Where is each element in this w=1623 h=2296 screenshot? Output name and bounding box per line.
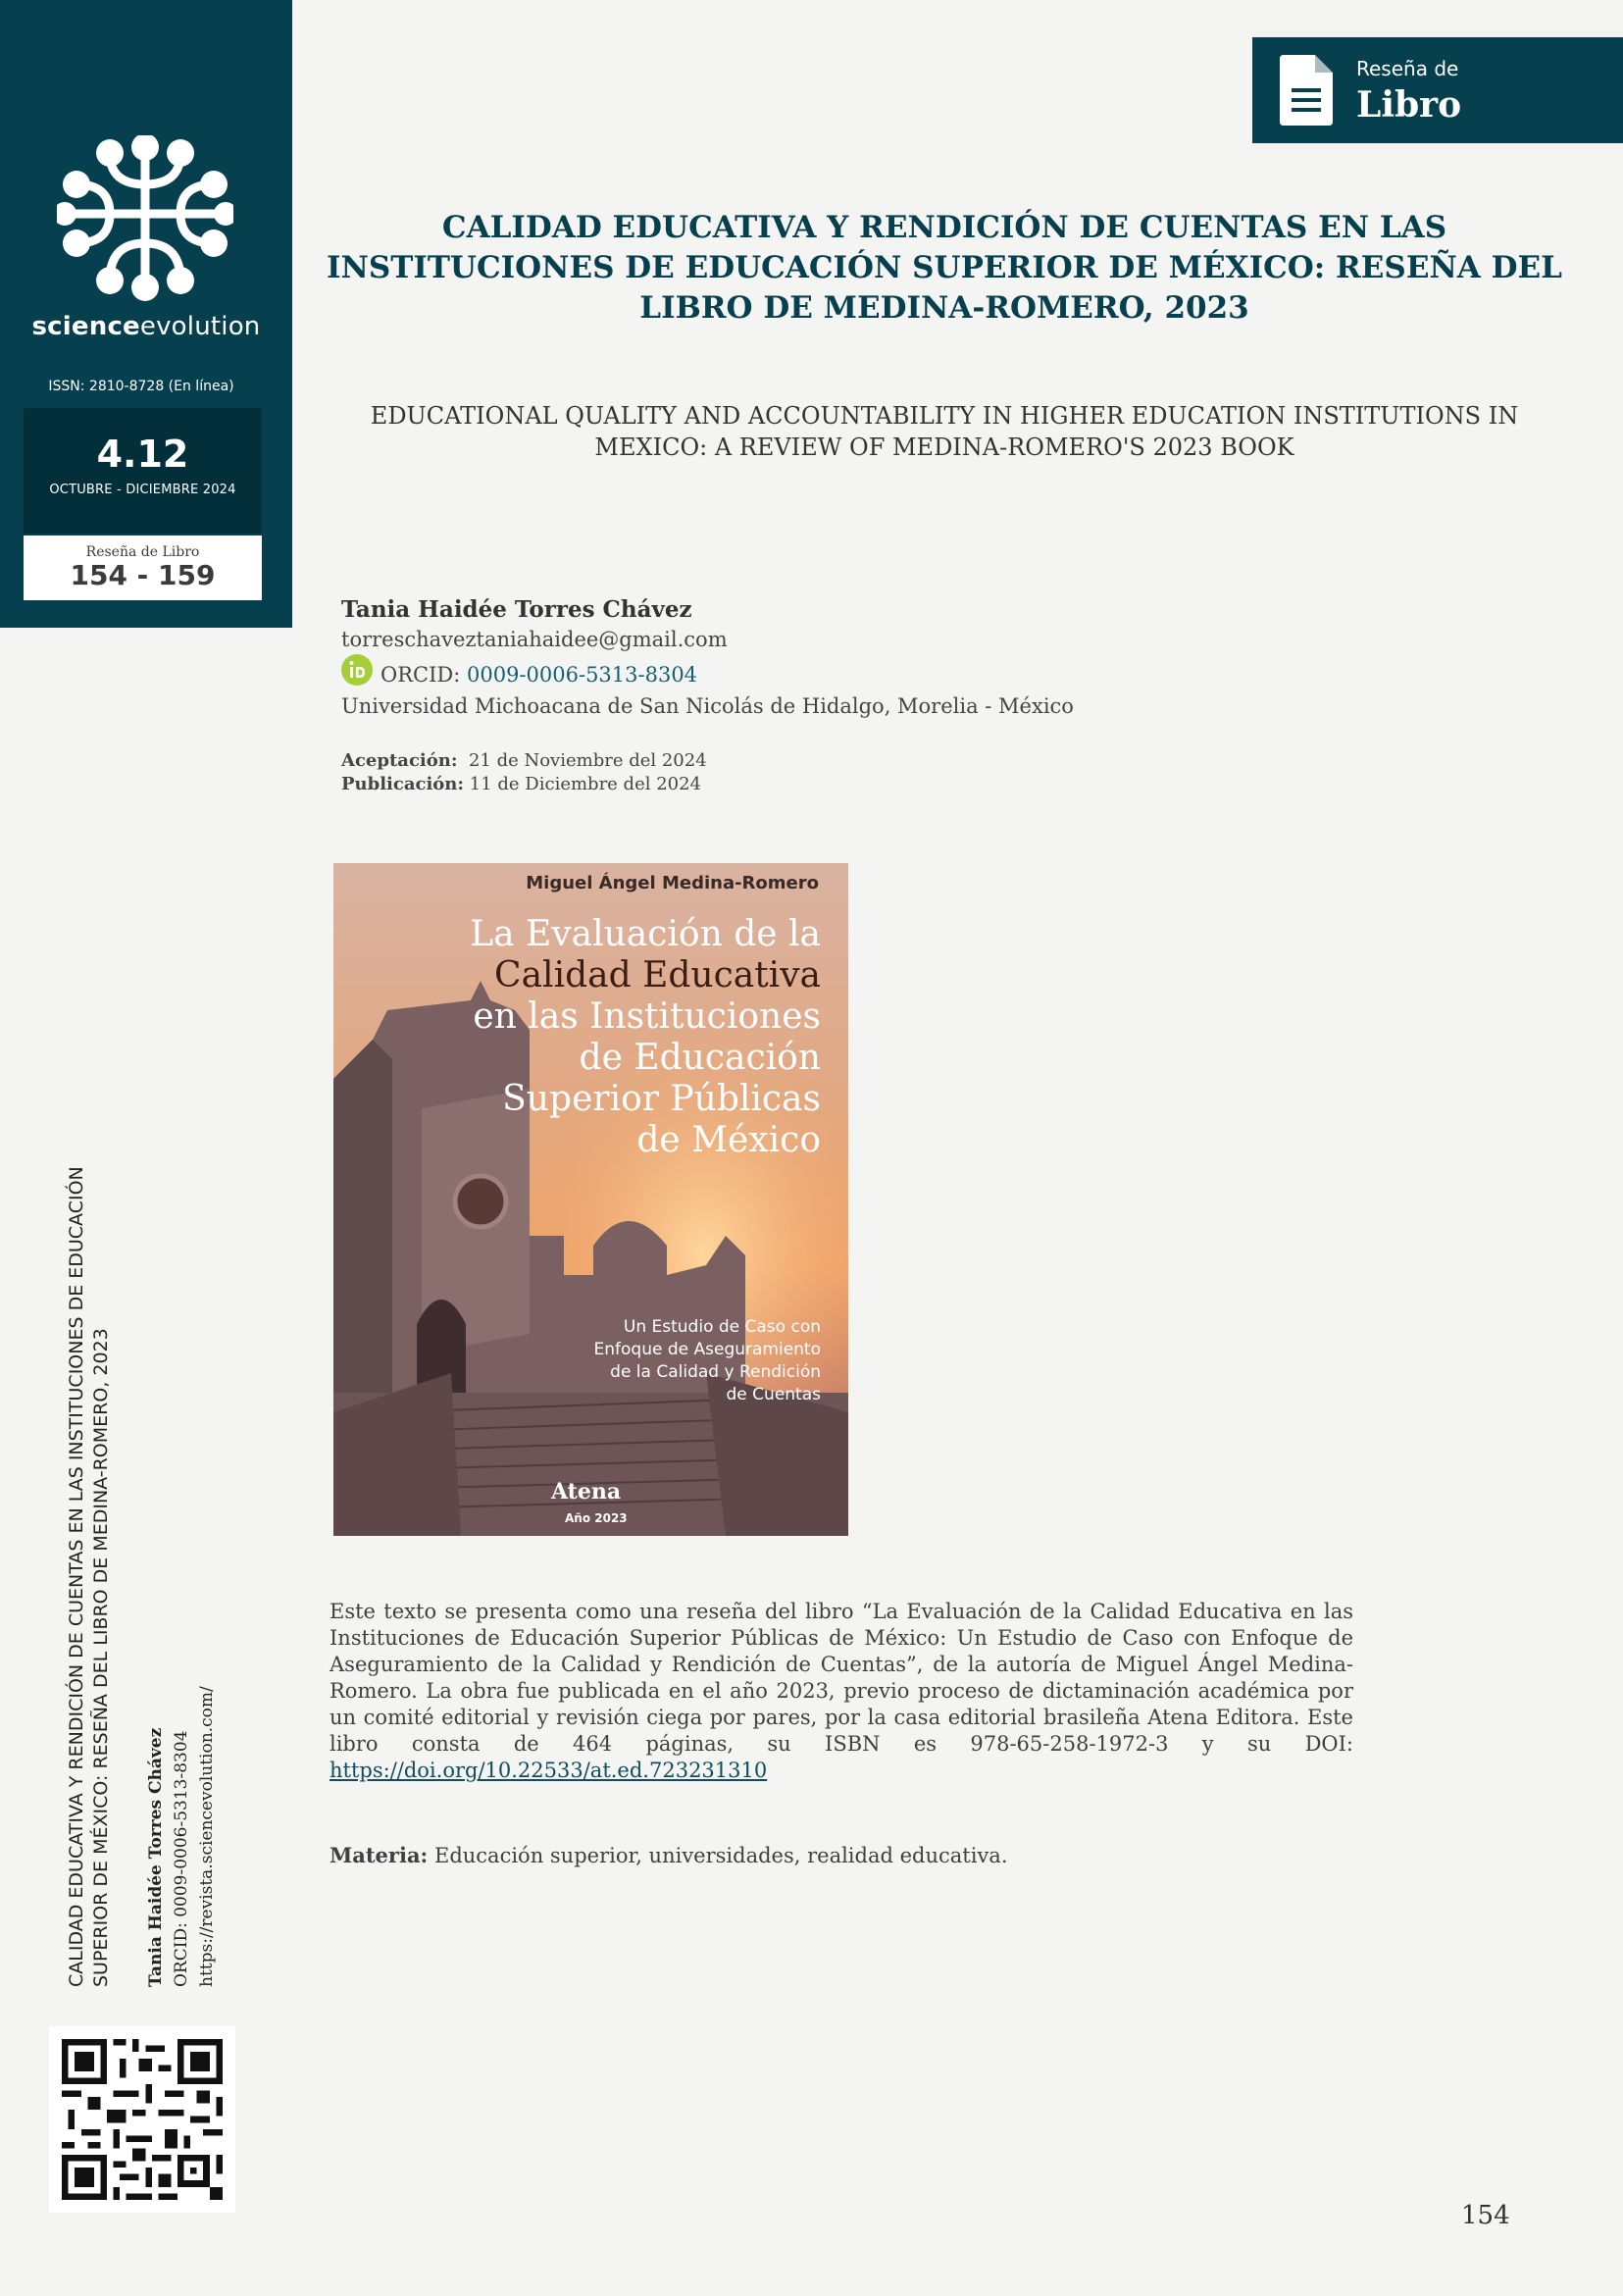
- cover-year: Año 2023: [565, 1511, 628, 1525]
- pages-range: 154 - 159: [70, 559, 216, 591]
- issue-box: [24, 408, 262, 534]
- orcid-label: ORCID:: [380, 663, 467, 687]
- author-email[interactable]: torreschaveztaniahaidee@gmail.com: [341, 628, 728, 651]
- issue-period: OCTUBRE - DICIEMBRE 2024: [49, 483, 236, 497]
- badge-label-big: Libro: [1356, 84, 1462, 126]
- doi-link[interactable]: https://doi.org/10.22533/at.ed.723231310: [330, 1759, 768, 1782]
- title-es-line: LIBRO DE MEDINA-ROMERO, 2023: [639, 290, 1249, 326]
- journal-logo-icon: [57, 135, 233, 302]
- vertical-author-info: Tania Haidée Torres Chávez ORCID: 0009-0006-5313-8304 https://revista.sciencevolution.com/: [143, 1686, 220, 1987]
- title-en-line: EDUCATIONAL QUALITY AND ACCOUNTABILITY IN HIGHER EDUCATION INSTITUTIONS IN: [370, 402, 1519, 430]
- document-icon: [1280, 55, 1333, 126]
- cover-subtitle: Un Estudio de Caso con Enfoque de Aseguramiento de la Calidad y Rendición de Cuentas: [593, 1317, 821, 1404]
- title-english: [312, 400, 1577, 463]
- cover-publisher: Atena: [551, 1479, 622, 1505]
- pages-box: [24, 536, 262, 600]
- qr-code-icon[interactable]: [49, 2026, 235, 2213]
- issue-number: 4.12: [96, 433, 189, 476]
- review-intro-paragraph: Este texto se presenta como una reseña del libro “La Evaluación de la Calidad Educativa en las Instituciones de Educación Superior Públicas de México: Un Estudio de Caso con Enfoque de Aseguramiento de la Calidad y Rendición de Cuentas”, de la autoría de Miguel Ángel Medina-Romero. La obra fue publicada en el año 2023, previo proceso de dictaminación académica por un comité editorial y revisión ciega por pares, por la casa editorial brasileña Atena Editora. Este libro consta de 464 páginas, su ISBN es 978-65-258-1972-3 y su DOI: https://doi.org/10.22533/at.ed.723231310: [330, 1600, 1353, 1782]
- keywords: Materia: Educación superior, universidades, realidad educativa.: [330, 1843, 1008, 1867]
- author-name: Tania Haidée Torres Chávez: [341, 596, 692, 623]
- journal-name: scienceevolution: [31, 312, 261, 341]
- acceptance-date: Aceptación: 21 de Noviembre del 2024: [341, 750, 707, 771]
- issn: ISSN: 2810-8728 (En línea): [48, 379, 234, 394]
- title-spanish: [312, 208, 1577, 329]
- journal-url[interactable]: https://revista.sciencevolution.com/: [197, 1686, 217, 1987]
- publication-date: Publicación: 11 de Diciembre del 2024: [341, 774, 702, 794]
- book-cover-image: [333, 863, 848, 1536]
- orcid-row: [341, 654, 1074, 691]
- title-es-line: INSTITUCIONES DE EDUCACIÓN SUPERIOR DE MÉXICO: RESEÑA DEL: [327, 250, 1562, 285]
- title-es-line: CALIDAD EDUCATIVA Y RENDICIÓN DE CUENTAS EN LAS: [441, 210, 1447, 245]
- article-type-badge: [1252, 37, 1623, 143]
- cover-title: La Evaluación de la Calidad Educativa en las Instituciones de Educación Superior Públicas de México: [470, 914, 821, 1160]
- author-block: [341, 595, 1074, 721]
- author-affiliation: Universidad Michoacana de San Nicolás de Hidalgo, Morelia - México: [341, 694, 1074, 718]
- orcid-link[interactable]: 0009-0006-5313-8304: [466, 663, 698, 687]
- article-dates: [341, 749, 707, 796]
- orcid-icon: [341, 654, 373, 686]
- vertical-running-title: CALIDAD EDUCATIVA Y RENDICIÓN DE CUENTAS EN LAS INSTITUCIONES DE EDUCACIÓN SUPERIOR DE MÉXICO: RESEÑA DEL LIBRO DE MEDINA-ROMERO, 2023: [66, 1166, 112, 1987]
- title-en-line: MEXICO: A REVIEW OF MEDINA-ROMERO'S 2023 BOOK: [594, 434, 1294, 461]
- badge-label-small: Reseña de: [1356, 57, 1459, 80]
- cover-author: Miguel Ángel Medina-Romero: [526, 873, 819, 893]
- journal-sidebar: [0, 0, 292, 628]
- page-number: 154: [1461, 2201, 1510, 2230]
- pages-label: Reseña de Libro: [85, 544, 200, 560]
